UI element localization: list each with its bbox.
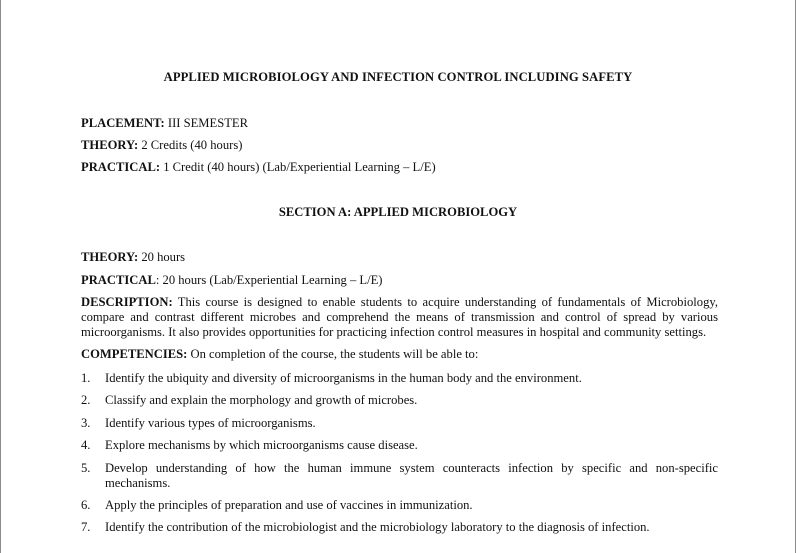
section-practical-line bbox=[81, 273, 383, 288]
competency-item bbox=[81, 438, 718, 453]
section-practical-label: PRACTICAL bbox=[81, 273, 156, 287]
practical-label: PRACTICAL: bbox=[81, 160, 161, 174]
section-theory-line bbox=[81, 250, 185, 265]
competency-text: Identify various types of microorganisms. bbox=[105, 416, 316, 430]
theory-value: 2 Credits (40 hours) bbox=[138, 138, 243, 152]
placement-value: III SEMESTER bbox=[164, 116, 248, 130]
competencies-text: On completion of the course, the students will be able to: bbox=[187, 347, 479, 361]
placement-label: PLACEMENT: bbox=[81, 116, 165, 130]
competency-item bbox=[81, 416, 718, 431]
competency-number: 5. bbox=[81, 461, 91, 475]
practical-value: 1 Credit (40 hours) (Lab/Experiential Learning – L/E) bbox=[160, 160, 436, 174]
section-a-title: SECTION A: APPLIED MICROBIOLOGY bbox=[278, 205, 518, 219]
competency-text: Develop understanding of how the human immune system counteracts infection by specific and non-specific mechanisms. bbox=[105, 461, 718, 490]
competency-text: Classify and explain the morphology and growth of microbes. bbox=[105, 393, 418, 407]
theory-credits-line bbox=[81, 138, 242, 153]
competency-number: 1. bbox=[81, 371, 91, 385]
competency-item bbox=[81, 371, 718, 386]
description-text: This course is designed to enable students to acquire understanding of fundamentals of Microbiology, compare and contrast different microbes and comprehend the means of transmission and control of spread by various microorganisms. It also provides opportunities for practicing infection control measures in hospital and community settings. bbox=[81, 295, 718, 339]
competency-text: Identify the contribution of the microbiologist and the microbiology laboratory to the diagnosis of infection. bbox=[105, 520, 650, 534]
competency-number: 4. bbox=[81, 438, 91, 452]
competency-number: 7. bbox=[81, 520, 91, 534]
competency-text: Explore mechanisms by which microorganisms cause disease. bbox=[105, 438, 418, 452]
section-theory-value: 20 hours bbox=[138, 250, 186, 264]
competency-item bbox=[81, 393, 718, 408]
section-practical-value: : 20 hours (Lab/Experiential Learning – L/E) bbox=[155, 273, 383, 287]
placement-line bbox=[81, 116, 248, 131]
competency-text: Apply the principles of preparation and use of vaccines in immunization. bbox=[105, 498, 473, 512]
document-title: APPLIED MICROBIOLOGY AND INFECTION CONTROL INCLUDING SAFETY bbox=[163, 70, 633, 84]
competency-item bbox=[81, 520, 718, 535]
competencies-line bbox=[81, 347, 478, 362]
competencies-label: COMPETENCIES: bbox=[81, 347, 188, 361]
description-label: DESCRIPTION: bbox=[81, 295, 173, 309]
description-paragraph bbox=[81, 295, 718, 340]
competency-number: 2. bbox=[81, 393, 91, 407]
competency-text: Identify the ubiquity and diversity of microorganisms in the human body and the environment. bbox=[105, 371, 582, 385]
competency-number: 6. bbox=[81, 498, 91, 512]
theory-label: THEORY: bbox=[81, 138, 139, 152]
competency-number: 3. bbox=[81, 416, 91, 430]
section-theory-label: THEORY: bbox=[81, 250, 139, 264]
competency-item bbox=[81, 461, 718, 491]
competency-item bbox=[81, 498, 718, 513]
practical-credits-line bbox=[81, 160, 436, 175]
